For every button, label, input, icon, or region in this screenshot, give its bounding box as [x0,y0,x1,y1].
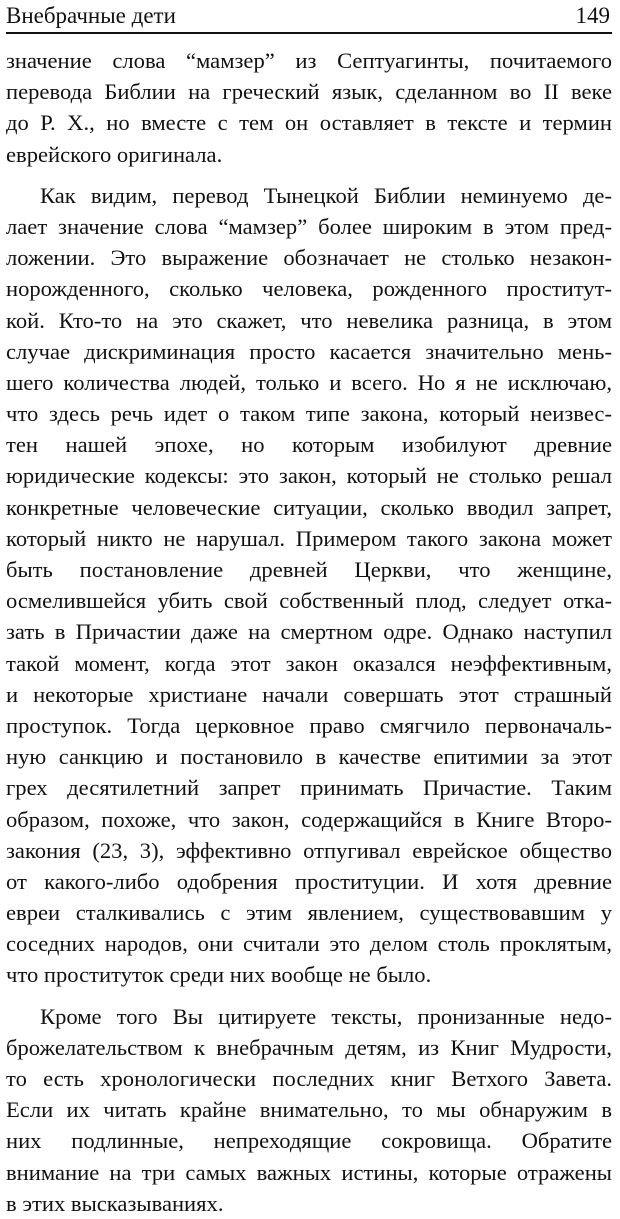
paragraph [6,1001,612,1219]
paragraph [6,180,612,991]
text-line: соседних народов, они считали это делом столь проклятым, [6,931,612,957]
text-line: лает значение слова “мамзер” более широким в этом пред- [6,213,612,239]
text-line: от какого-либо одобрения проституции. И хотя древние [6,868,612,894]
text-line: до Р. Х., но вместе с тем он оставляет в тексте и термин [6,110,612,136]
text-line: Как видим, перевод Тынецкой Библии неминуемо де- [40,182,612,208]
paragraph [6,45,612,170]
text-line: шего количества людей, только и всего. Но я не исключаю, [6,369,612,395]
text-line: Если их читать крайне внимательно, то мы обнаружим в [6,1097,612,1123]
text-line: юридические кодексы: это закон, который не столько решал [6,463,612,489]
text-line: и некоторые христиане начали совершать этот страшный [6,681,612,707]
text-line: конкретные человеческие ситуации, сколько вводил запрет, [6,494,612,520]
text-line: случае дискриминация просто касается значительно мень- [6,338,612,364]
text-line: который никто не нарушал. Примером такого закона может [6,525,612,551]
text-line: грех десятилетний запрет принимать Причастие. Таким [6,775,612,801]
text-line: ложении. Это выражение обозначает не столько незакон- [6,245,612,271]
text-line: осмелившейся убить свой собственный плод, следует отка- [6,588,612,614]
text-line: закония (23, 3), эффективно отпугивал еврейское общество [6,837,612,863]
text-line: евреи сталкивались с этим явлением, существовавшим у [6,900,612,926]
text-line: что здесь речь идет о таком типе закона, который неизвес- [6,401,612,427]
text-line: такой момент, когда этот закон оказался неэффективным, [6,650,612,676]
text-line: значение слова “мамзер” из Септуагинты, почитаемого [6,48,612,73]
text-line: образом, похоже, что закон, содержащийся в Книге Второ- [6,806,612,832]
running-header [6,2,612,34]
text-line: то есть хронологически последних книг Ветхого Завета. [6,1066,612,1091]
page-number: 149 [575,3,610,28]
text-line: брожелательством к внебрачным детям, из Книг Мудрости, [6,1034,612,1060]
text-line: еврейского оригинала. [6,141,223,167]
text-line: кой. Кто-то на это скажет, что невелика разница, в этом [6,307,612,333]
text-line: в этих высказываниях. [6,1190,224,1216]
text-line: них подлинные, непреходящие сокровища. Обратите [6,1128,612,1154]
text-line: что проституток среди них вообще не было. [6,962,432,988]
body-text [6,45,612,1219]
text-line: внимание на три самых важных истины, которые отражены [6,1159,612,1185]
text-line: перевода Библии на греческий язык, сделанном во II веке [6,79,612,105]
text-line: быть постановление древней Церкви, что женщине, [6,557,612,582]
paragraph-gap [6,991,612,1001]
running-title: Внебрачные дети [6,3,176,28]
text-line: тен нашей эпохе, но которым изобилуют древние [6,432,612,458]
text-line: проступок. Тогда церковное право смягчило первоначаль- [6,712,612,738]
text-line: норожденного, сколько человека, рожденного проститут- [6,276,612,302]
text-line: Кроме того Вы цитируете тексты, пронизанные недо- [40,1003,612,1029]
paragraph-gap [6,170,612,180]
text-line: ную санкцию и постановило в качестве епитимии за этот [6,744,612,770]
text-line: зать в Причастии даже на смертном одре. Однако наступил [6,619,612,645]
